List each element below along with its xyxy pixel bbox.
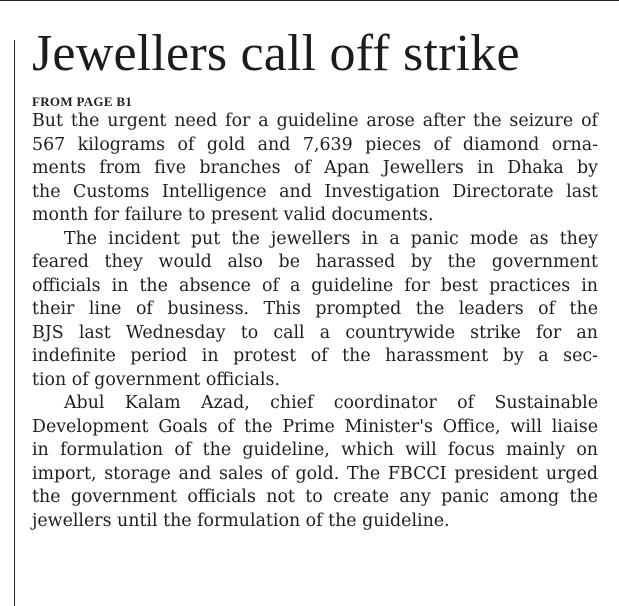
paragraph-line: officials in the absence of a guideline for best practices in [32,275,598,296]
paragraph-line: month for failure to present valid documents. [32,205,434,225]
paragraph-line: feared they would also be harassed by the government [32,252,598,272]
paragraph-line: Development Goals of the Prime Minister's Office, will liaise [32,416,598,437]
top-border-rule [0,0,619,1]
paragraph-line: 567 kilograms of gold and 7,639 pieces of diamond orna- [32,134,598,155]
paragraph-line: their line of business. This prompted the leaders of the [32,299,598,319]
jump-line-from-page: FROM PAGE B1 [32,94,133,109]
article-headline: Jewellers call off strike [32,25,520,82]
paragraph-line: ments from five branches of Apan Jewellers in Dhaka by [32,158,598,178]
paragraph-line: BJS last Wednesday to call a countrywide strike for an [32,322,598,343]
paragraph-line: the government officials not to create any panic among the [32,487,598,507]
article-paragraph-2 [32,228,598,393]
paragraph-line: in formulation of the guideline, which will focus mainly on [32,440,598,460]
paragraph-line: import, storage and sales of gold. The FBCCI president urged [32,463,598,484]
paragraph-line: jewellers until the formulation of the guideline. [32,510,450,531]
paragraph-line: But the urgent need for a guideline arose after the seizure of [32,111,598,131]
paragraph-line: indefinite period in protest of the harassment by a sec- [32,346,598,366]
article-paragraph-1 [32,110,598,228]
column-divider-rule [14,40,15,606]
news-article [32,24,598,533]
paragraph-line: Abul Kalam Azad, chief coordinator of Sustainable [64,393,598,413]
paragraph-line: tion of government officials. [32,369,280,390]
paragraph-line: the Customs Intelligence and Investigation Directorate last [32,181,598,202]
article-paragraph-3 [32,392,598,533]
paragraph-line: The incident put the jewellers in a panic mode as they [64,228,598,249]
